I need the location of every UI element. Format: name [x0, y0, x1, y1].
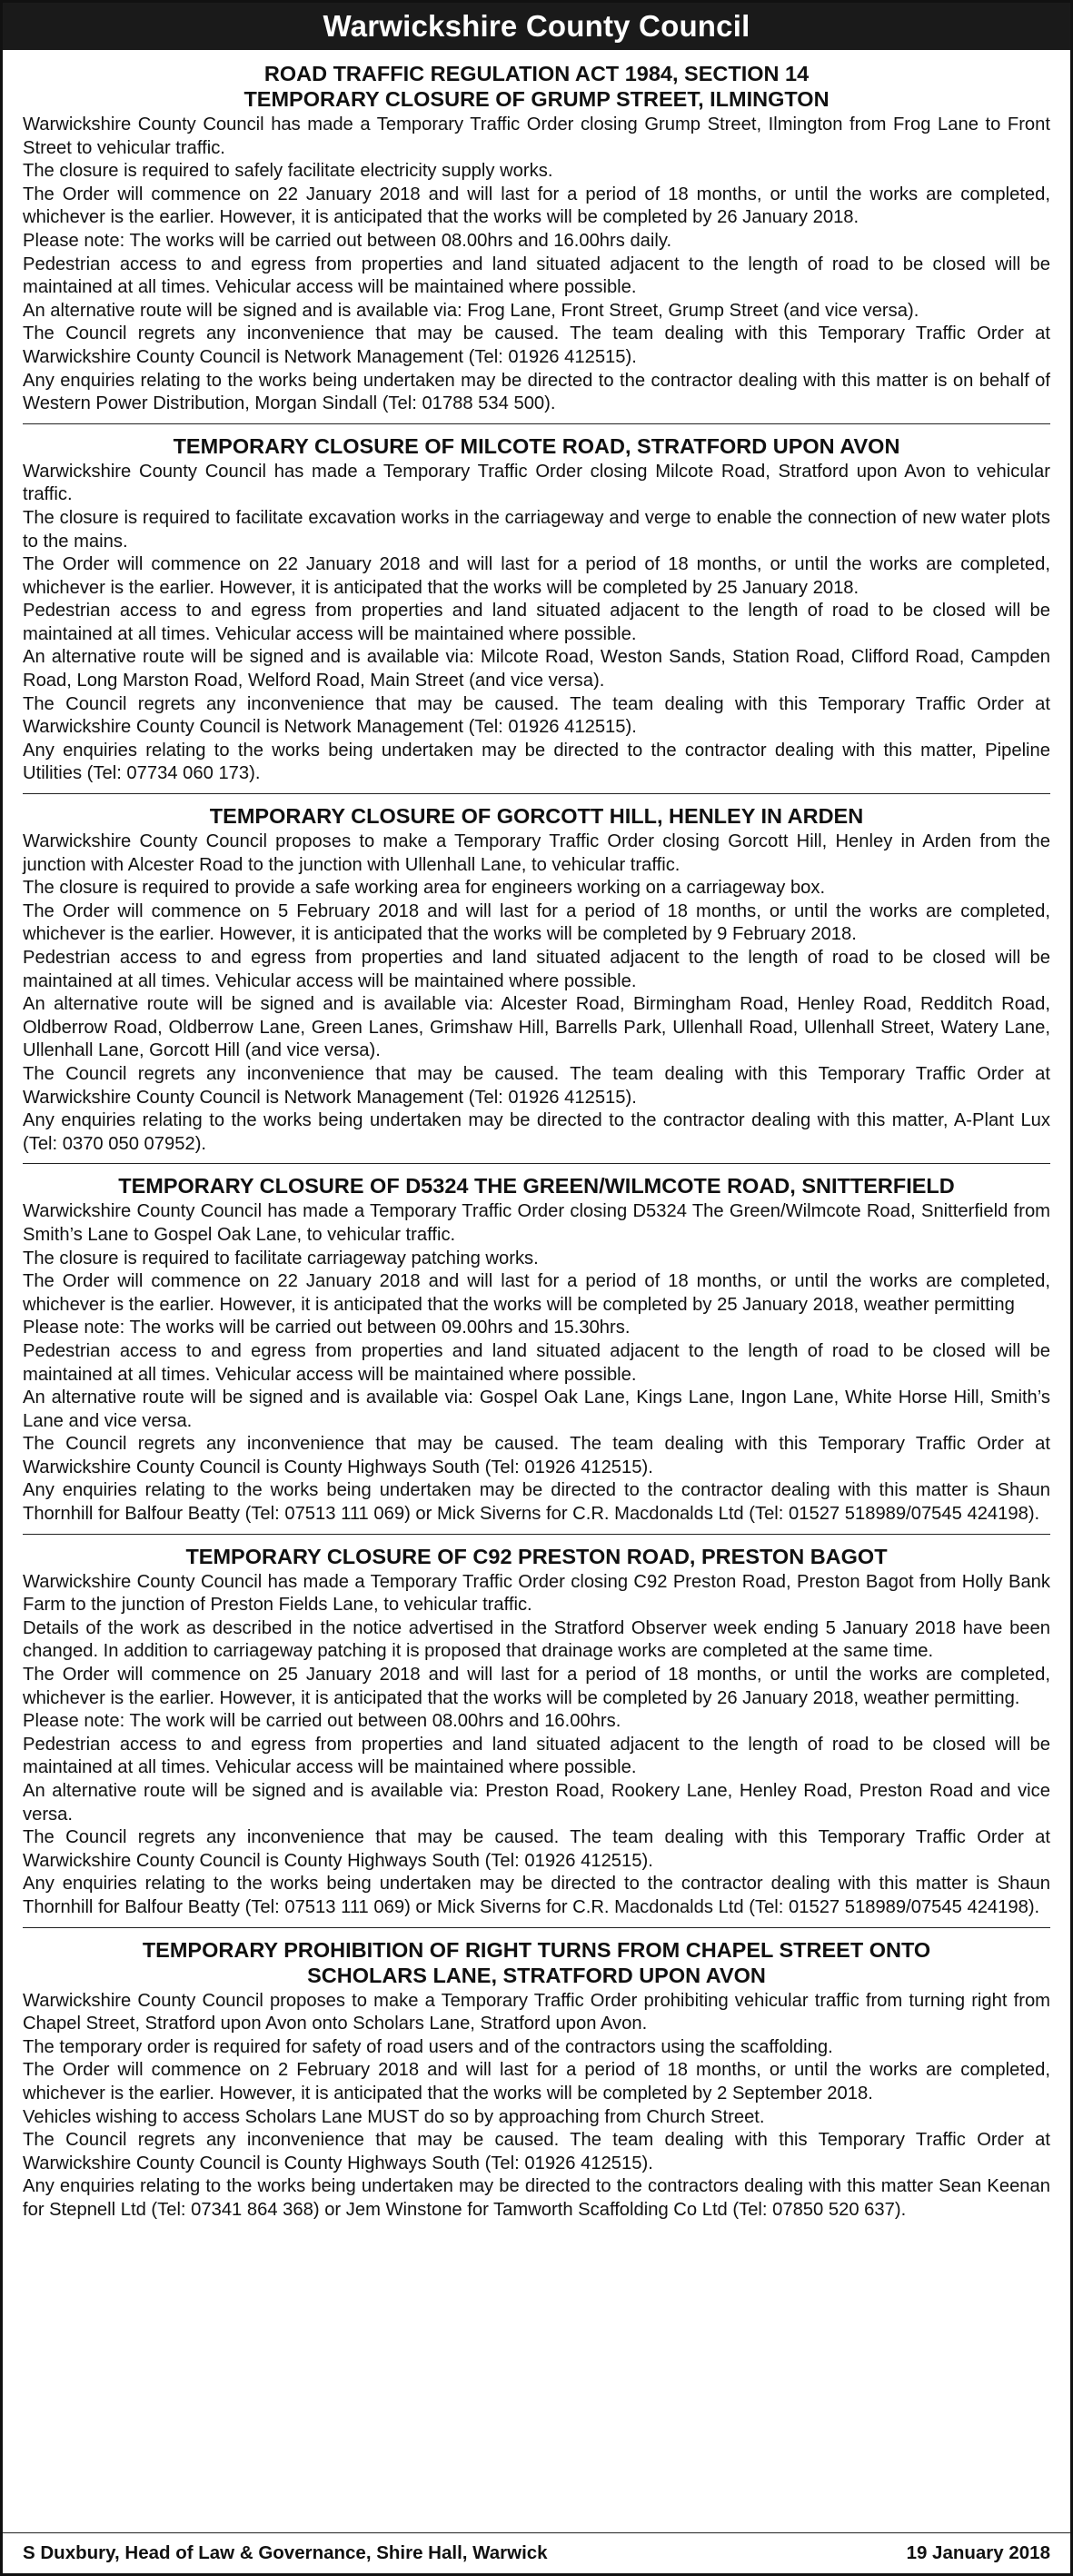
notice-paragraph: Details of the work as described in the notice advertised in the Stratford Observer week ending 5 January 2018 have been changed. In addition to carriageway patching it is proposed that drainage works are completed at the same time. [23, 1617, 1050, 1662]
footer-signatory: S Duxbury, Head of Law & Governance, Shire Hall, Warwick [23, 2542, 548, 2563]
notice-paragraph: Warwickshire County Council has made a Temporary Traffic Order closing Grump Street, Ilmington from Frog Lane to Front Street to vehicular traffic. [23, 114, 1050, 158]
notice-paragraph: The Council regrets any inconvenience that may be caused. The team dealing with this Temporary Traffic Order at Warwickshire County Council is Network Management (Tel: 01926 412515). [23, 1063, 1050, 1108]
notice-paragraph: The Council regrets any inconvenience that may be caused. The team dealing with this Temporary Traffic Order at Warwickshire County Council is Network Management (Tel: 01926 412515). [23, 693, 1050, 738]
notice-paragraph: Warwickshire County Council proposes to make a Temporary Traffic Order prohibiting vehicular traffic from turning right from Chapel Street, Stratford upon Avon onto Scholars Lane, Stratford upon Avon. [23, 1990, 1050, 2034]
notice-title [23, 1173, 1050, 1198]
notice-paragraph: Any enquiries relating to the works being undertaken may be directed to the contractor dealing with this matter is Shaun Thornhill for Balfour Beatty (Tel: 07513 111 069) or Mick Siverns for C.R. Macdonalds Ltd (Tel: 01527 518989/07545 424198). [23, 1480, 1050, 1525]
notice-title [23, 1544, 1050, 1569]
notice-title [23, 61, 1050, 112]
notice-paragraph: The Council regrets any inconvenience that may be caused. The team dealing with this Temporary Traffic Order at Warwickshire County Council is Network Management (Tel: 01926 412515). [23, 323, 1050, 367]
notice-section [23, 423, 1050, 786]
notice-paragraph: The Order will commence on 2 February 2018 and will last for a period of 18 months, or until the works are completed, whichever is the earlier. However, it is anticipated that the works will be completed by 2 September 2018. [23, 2060, 1050, 2104]
notice-paragraph: Any enquiries relating to the works being undertaken may be directed to the contractor dealing with this matter is Shaun Thornhill for Balfour Beatty (Tel: 07513 111 069) or Mick Siverns for C.R. Macdonalds Ltd (Tel: 01527 518989/07545 424198). [23, 1874, 1050, 1917]
notice-paragraph: An alternative route will be signed and is available via: Preston Road, Rookery Lane, Henley Road, Preston Road and vice versa. [23, 1781, 1050, 1825]
notice-paragraph: Pedestrian access to and egress from properties and land situated adjacent to the length of road to be closed will be maintained at all times. Vehicular access will be maintained where possible. [23, 254, 1050, 298]
notice-title-line: TEMPORARY CLOSURE OF GORCOTT HILL, HENLEY IN ARDEN [209, 804, 864, 829]
notice-paragraph: The Council regrets any inconvenience that may be caused. The team dealing with this Temporary Traffic Order at Warwickshire County Council is County Highways South (Tel: 01926 412515). [23, 1827, 1050, 1871]
notice-title-line: TEMPORARY CLOSURE OF C92 PRESTON ROAD, PRESTON BAGOT [185, 1544, 888, 1568]
notice-title-line: ROAD TRAFFIC REGULATION ACT 1984, SECTION 14 [263, 62, 810, 85]
footer-date: 19 January 2018 [906, 2542, 1050, 2563]
notice-paragraph: Any enquiries relating to the works being undertaken may be directed to the contractor dealing with this matter, Pipeline Utilities (Tel: 07734 060 173). [23, 740, 1050, 784]
notices-list [3, 50, 1070, 2223]
notice-paragraph: Please note: The works will be carried out between 09.00hrs and 15.30hrs. [23, 1318, 631, 1338]
notice-paragraph: Vehicles wishing to access Scholars Lane MUST do so by approaching from Church Street. [23, 2106, 765, 2127]
notice-paragraph: Please note: The work will be carried out between 08.00hrs and 16.00hrs. [23, 1711, 621, 1732]
notice-title-line: TEMPORARY CLOSURE OF MILCOTE ROAD, STRATFORD UPON AVON [173, 433, 900, 458]
notice-paragraph: Pedestrian access to and egress from properties and land situated adjacent to the length of road to be closed will be maintained at all times. Vehicular access will be maintained where possible. [23, 1340, 1050, 1385]
notice-paragraph: An alternative route will be signed and is available via: Milcote Road, Weston Sands, Station Road, Clifford Road, Campden Road, Long Marston Road, Welford Road, Main Street (and vice versa). [23, 647, 1050, 691]
notice-paragraph: Warwickshire County Council has made a Temporary Traffic Order closing D5324 The Green/Wilmcote Road, Snitterfield from Smith’s Lane to Gospel Oak Lane, to vehicular traffic. [23, 1201, 1050, 1245]
notice-paragraph: An alternative route will be signed and is available via: Frog Lane, Front Street, Grump Street (and vice versa). [23, 300, 919, 321]
notice-paragraph: The Order will commence on 5 February 2018 and will last for a period of 18 months, or until the works are completed, whichever is the earlier. However, it is anticipated that the works will be completed by 9 February 2018. [23, 900, 1050, 945]
notice-title-line: TEMPORARY PROHIBITION OF RIGHT TURNS FROM CHAPEL STREET ONTO [142, 1937, 931, 1962]
notice-paragraph: Warwickshire County Council proposes to make a Temporary Traffic Order closing Gorcott Hill, Henley in Arden from the junction with Alcester Road to the junction with Ullenhall Lane, to vehicular traffic. [23, 831, 1050, 875]
notice-section [23, 1927, 1050, 2223]
notice-paragraph: The closure is required to facilitate excavation works in the carriageway and verge to enable the connection of new water plots to the mains. [23, 507, 1050, 552]
notice-paragraph: Any enquiries relating to the works being undertaken may be directed to the contractor dealing with this matter is on behalf of Western Power Distribution, Morgan Sindall (Tel: 01788 534 500). [23, 370, 1050, 414]
notice-title [23, 803, 1050, 829]
masthead-title: Warwickshire County Council [3, 3, 1070, 50]
notice-paragraph: The Order will commence on 22 January 2018 and will last for a period of 18 months, or until the works are completed, whichever is the earlier. However, it is anticipated that the works will be completed by 26 January 2018. [23, 184, 1050, 228]
notice-title-line: TEMPORARY CLOSURE OF D5324 THE GREEN/WILMCOTE ROAD, SNITTERFIELD [118, 1174, 955, 1198]
notice-title [23, 433, 1050, 459]
notice-paragraph: The temporary order is required for safety of road users and of the contractors using the scaffolding. [23, 2036, 833, 2057]
notice-footer [3, 2532, 1070, 2573]
notice-paragraph: The Council regrets any inconvenience that may be caused. The team dealing with this Temporary Traffic Order at Warwickshire County Council is County Highways South (Tel: 01926 412515). [23, 1434, 1050, 1477]
notice-paragraph: An alternative route will be signed and is available via: Gospel Oak Lane, Kings Lane, Ingon Lane, White Horse Hill, Smith’s Lane and vice versa. [23, 1387, 1050, 1431]
notice-section [23, 1534, 1050, 1920]
notice-paragraph: Warwickshire County Council has made a Temporary Traffic Order closing C92 Preston Road, Preston Bagot from Holly Bank Farm to the junction of Preston Fields Lane, to vehicular traffic. [23, 1571, 1050, 1616]
notice-paragraph: The Order will commence on 22 January 2018 and will last for a period of 18 months, or until the works are completed, whichever is the earlier. However, it is anticipated that the works will be completed by 25 January 2018. [23, 554, 1050, 598]
notice-paragraph: An alternative route will be signed and is available via: Alcester Road, Birmingham Road, Henley Road, Redditch Road, Oldberrow Road, Oldberrow Lane, Green Lanes, Grimshaw Hill, Barrells Park, Ullenhall Road, Ullenhall Street, Watery Lane, Ullenhall Lane, Gorcott Hill (and vice versa). [23, 994, 1050, 1061]
notice-paragraph: The closure is required to provide a safe working area for engineers working on a carriageway box. [23, 878, 826, 899]
notice-paragraph: Pedestrian access to and egress from properties and land situated adjacent to the length of road to be closed will be maintained at all times. Vehicular access will be maintained where possible. [23, 601, 1050, 644]
notice-title-line: TEMPORARY CLOSURE OF GRUMP STREET, ILMINGTON [243, 87, 830, 111]
notice-paragraph: The Order will commence on 25 January 2018 and will last for a period of 18 months, or until the works are completed, whichever is the earlier. However, it is anticipated that the works will be completed by 26 January 2018, weather permitting. [23, 1665, 1050, 1708]
notice-section [23, 793, 1050, 1156]
notice-paragraph: The closure is required to facilitate carriageway patching works. [23, 1248, 539, 1268]
notice-section [23, 1163, 1050, 1526]
notice-section [23, 61, 1050, 416]
notice-paragraph: Warwickshire County Council has made a Temporary Traffic Order closing Milcote Road, Stratford upon Avon to vehicular traffic. [23, 461, 1050, 505]
notice-paragraph: The Council regrets any inconvenience that may be caused. The team dealing with this Temporary Traffic Order at Warwickshire County Council is County Highways South (Tel: 01926 412515). [23, 2130, 1050, 2173]
notice-paragraph: Please note: The works will be carried out between 08.00hrs and 16.00hrs daily. [23, 230, 672, 251]
notice-paragraph: The closure is required to safely facilitate electricity supply works. [23, 161, 553, 182]
notice-paragraph: Pedestrian access to and egress from properties and land situated adjacent to the length of road to be closed will be maintained at all times. Vehicular access will be maintained where possible. [23, 948, 1050, 991]
notice-paragraph: The Order will commence on 22 January 2018 and will last for a period of 18 months, or until the works are completed, whichever is the earlier. However, it is anticipated that the works will be completed by 25 January 2018, weather permitting [23, 1271, 1050, 1315]
notice-paragraph: Any enquiries relating to the works being undertaken may be directed to the contractor dealing with this matter, A-Plant Lux (Tel: 0370 050 07952). [23, 1110, 1050, 1154]
notice-paragraph: Pedestrian access to and egress from properties and land situated adjacent to the length of road to be closed will be maintained at all times. Vehicular access will be maintained where possible. [23, 1734, 1050, 1778]
notice-title-line: SCHOLARS LANE, STRATFORD UPON AVON [307, 1963, 766, 1987]
notice-title [23, 1937, 1050, 1988]
notice-paragraph: Any enquiries relating to the works being undertaken may be directed to the contractors dealing with this matter Sean Keenan for Stepnell Ltd (Tel: 07341 864 368) or Jem Winstone for Tamworth Scaffolding Co Ltd (Tel: 07850 520 637). [23, 2176, 1050, 2220]
